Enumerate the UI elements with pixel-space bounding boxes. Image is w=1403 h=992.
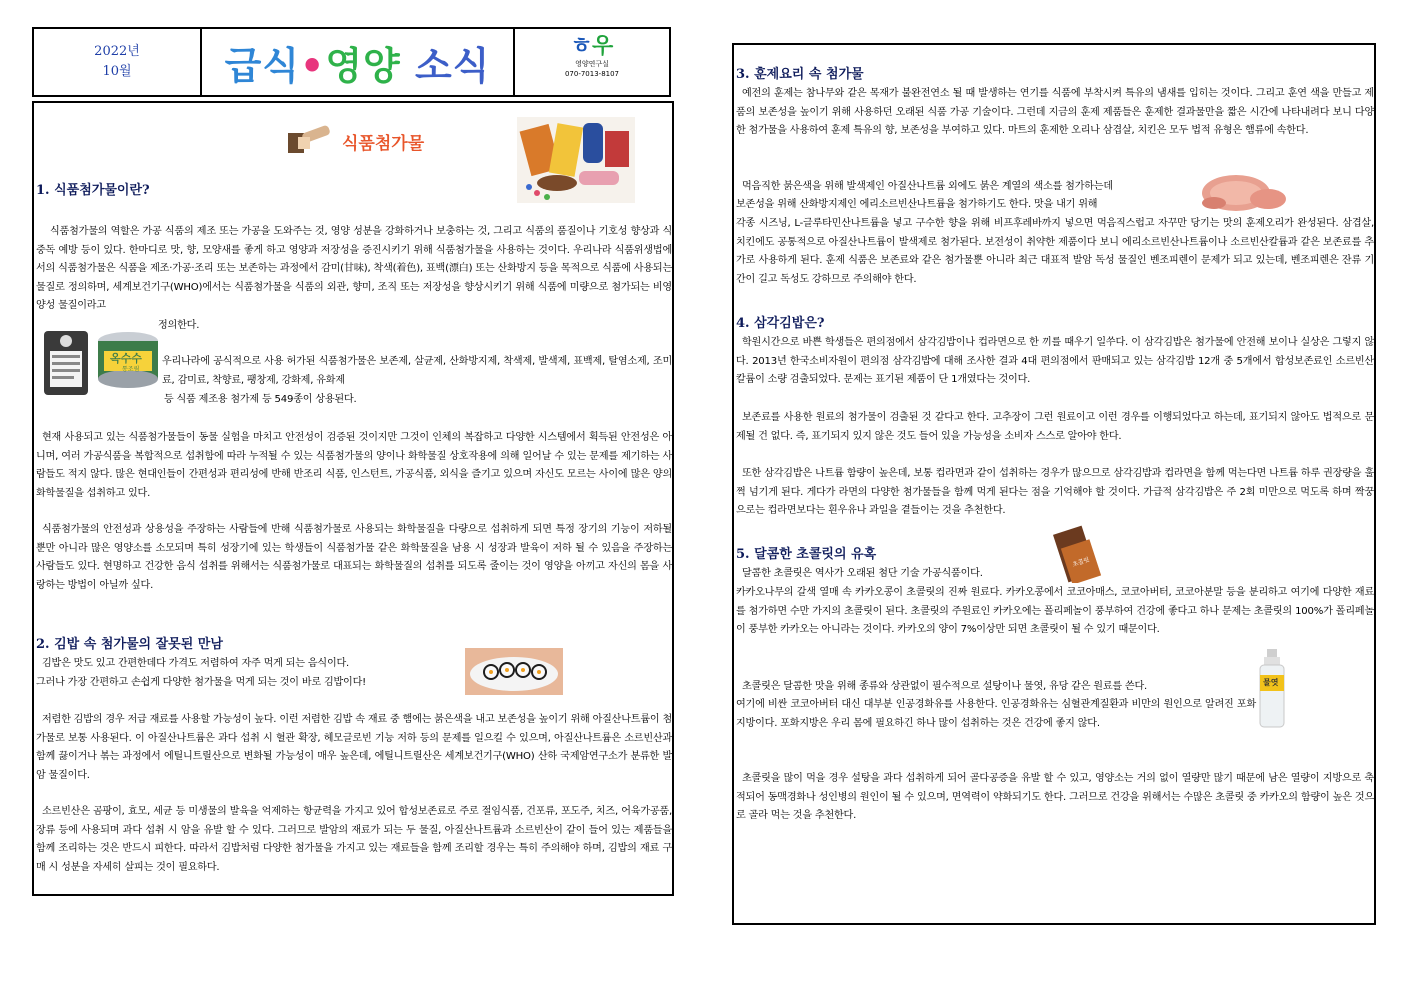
can-sublabel: 통조림 bbox=[122, 366, 140, 373]
main-title: 식품첨가물 bbox=[342, 134, 425, 154]
title-part-3: 소식 bbox=[414, 43, 491, 88]
section-3-paragraph-1: 예전의 훈제는 참나무와 같은 목재가 불완전연소 될 때 발생하는 연기를 식품에 부착시켜 특유의 냄새를 입히는 것이다. 그리고 훈연 색을 만들고 제품의 보존성을 높이기 위해 사용하던 오래된 식품 가공 기술이다. 그런데 지금의 훈제 제품들은 훈제한 결과물만을 짧은 시간에 나타내려다 보니 다양한 첨가물을 사용하여 훈제 특유의 향, 보존성을 부여하고 있다. 마트의 훈제한 오리나 삼겹살, 치킨은 모두 법적 유형은 햄류에 속한다. bbox=[736, 88, 1374, 137]
section-3-heading: 3. 훈제요리 속 첨가물 bbox=[736, 67, 864, 82]
header-title-box bbox=[200, 27, 515, 97]
snacks-image bbox=[517, 117, 635, 203]
section-1-heading: 1. 식품첨가물이란? bbox=[36, 183, 150, 198]
section-1-paragraph-2: 우리나라에 공식적으로 사용 허가된 식품첨가물은 보존제, 살균제, 산화방지제, 착색제, 발색제, 표백제, 탈염소제, 조미료, 감미료, 착향료, 팽창제, 강화제, 유화제 bbox=[162, 356, 672, 386]
can-label: 옥수수 bbox=[110, 352, 142, 365]
seasoning-bag-image bbox=[38, 329, 94, 397]
section-4-paragraph-1: 학원시간으로 바쁜 학생들은 편의점에서 삼각김밥이나 컵라면으로 한 끼를 때우기 일쑤다. 이 삼각김밥은 첨가물에 안전해 보이나 실상은 그렇지 않다. 2013년 한국소비자원이 편의점 삼각김밥에 대해 조사한 결과 4대 편의점에서 판매되고 있는 삼각김밥 12개 중 5개에서 합성보존료인 소르빈산칼륨이 소량 검출되었다. 문제는 표기된 제품이 단 1개였다는 것이다. bbox=[736, 337, 1374, 386]
lab-name: 영양연구실 bbox=[575, 60, 609, 68]
section-5-heading: 5. 달콤한 초콜릿의 유혹 bbox=[736, 547, 877, 562]
chocolate-label: 초콜릿 bbox=[1071, 556, 1091, 569]
section-1-paragraph-4: 식품첨가물의 안전성과 상용성을 주장하는 사람들에 반해 식품첨가물로 사용되는 화학물질을 다량으로 섭취하게 되면 특정 장기의 기능이 저하될 뿐만 아니라 많은 영양소를 소모되며 특히 성장기에 있는 학생들이 식품첨가물 같은 화학물질을 남용 시 성장과 발육이 저하 될 수 있음을 주장하는 사람들도 있다. 현명하고 건강한 음식 섭취를 위해서는 식품첨가물로 대표되는 화학물질의 섭취를 되도록 줄이는 것이 영양을 아끼고 자신의 몸을 사랑하는 방법이 아닐까 싶다. bbox=[36, 524, 672, 591]
section-3-paragraph-2b: 보존성을 위해 산화방지제인 에리소르빈산나트륨을 첨가하기도 한다. 맛을 내기 위해 bbox=[736, 199, 1098, 210]
lab-logo: ㅎ우 bbox=[570, 34, 614, 59]
section-5-paragraph-3: 초콜릿을 많이 먹을 경우 설탕을 과다 섭취하게 되어 골다공증을 유발 할 수 있고, 영양소는 거의 없이 열량만 많기 때문에 남은 열량이 지방으로 축적되어 동맥경화나 성인병의 원인이 될 수 있으며, 면역력이 약화되기도 한다. 그러므로 건강을 위해서는 수많은 초콜릿 중 카카오의 함량이 높은 것으로 골라 먹는 것을 추천한다. bbox=[736, 773, 1374, 822]
header-year: 2022년 bbox=[94, 44, 140, 59]
smoked-meat-image bbox=[1196, 163, 1296, 215]
header-logo-box bbox=[513, 27, 671, 97]
title-dot: • bbox=[300, 43, 326, 88]
lab-phone: 070-7013-8107 bbox=[564, 70, 620, 78]
section-5-paragraph-2b: 여기에 비싼 코코아버터 대신 대부분 인공경화유를 사용한다. 인공경화유는 심혈관계질환과 비만의 원인으로 알려진 포화지방이다. 포화지방은 우리 몸에 필요하긴 하나 많이 섭취하는 것은 건강에 좋지 않다. bbox=[736, 699, 1256, 729]
bottle-label: 물엿 bbox=[1263, 678, 1279, 687]
syrup-bottle-image bbox=[1256, 649, 1288, 729]
right-column bbox=[732, 43, 1376, 925]
section-2-heading: 2. 김밥 속 첨가물의 잘못된 만남 bbox=[36, 637, 223, 652]
title-part-1: 급식 bbox=[224, 43, 301, 88]
newsletter-title bbox=[225, 35, 491, 90]
pointing-hand-icon bbox=[286, 121, 334, 155]
section-1-paragraph-2-end: 등 식품 제조용 첨가제 등 549종이 상용된다. bbox=[164, 394, 357, 405]
section-3-paragraph-2a: 먹음직한 붉은색을 위해 발색제인 아질산나트륨 외에도 붉은 계열의 색소를 첨가하는데 bbox=[742, 181, 1113, 192]
section-1-paragraph-3: 현재 사용되고 있는 식품첨가물들이 동물 실험을 마치고 안전성이 검증된 것이지만 그것이 인체의 복잡하고 다양한 시스템에서 획득된 안전성은 아니며, 여러 가공식품을 복합적으로 섭취함에 따라 누적될 수 있는 식품첨가물의 양이나 화학물질 상호작용에 의해 일어날 수 있는 문제를 제기하는 사람들도 적지 않다. 많은 현대인들이 간편성과 편리성에 반해 반조리 식품, 인스턴트, 가공식품, 외식을 즐기고 있으며 자신도 모르는 사이에 많은 양의 화학물질을 섭취하고 있다. bbox=[36, 432, 672, 499]
section-5-paragraph-2a: 초콜릿은 달콤한 맛을 위해 종류와 상관없이 필수적으로 설탕이나 물엿, 유당 같은 원료를 쓴다. bbox=[742, 681, 1148, 692]
section-1-paragraph-1-end: 정의한다. bbox=[158, 320, 200, 331]
left-column bbox=[32, 101, 674, 896]
corn-can-image bbox=[96, 331, 160, 389]
section-3-paragraph-2c: 각종 시즈닝, L-글루타민산나트륨을 넣고 구수한 향을 위해 비프후레바까지 넣으면 먹음직스럽고 자꾸만 당기는 맛의 훈제오리가 완성된다. 삼겹살, 치킨에도 공통적으로 아질산나트륨이 발색제로 첨가된다. 보전성이 취약한 제품이다 보니 에리소르빈산나트륨이나 소르빈산칼륨과 같은 보존료를 추가로 사용하게 된다. 훈제 식품은 보존료와 같은 첨가물뿐 아니라 최근 대표적 발암 독성 물질인 벤조피렌이 문제가 되고 있는데, 벤조피렌은 잔류 기간이 길고 독성도 강하므로 주의해야 한다. bbox=[736, 218, 1374, 285]
header-month: 10월 bbox=[102, 64, 132, 79]
gimbap-image bbox=[465, 648, 563, 695]
section-2-paragraph-3: 소르빈산은 곰팡이, 효모, 세균 등 미생물의 발육을 억제하는 항균력을 가지고 있어 합성보존료로 주로 절임식품, 건포류, 포도주, 치즈, 어육가공품, 장류 등에 사용되며 과다 섭취 시 암을 유발 할 수 있다. 그러므로 발암의 재료가 되는 두 물질, 아질산나트륨과 소르빈산이 같이 들어 있는 제품들을 함께 조리하는 것은 반드시 피한다. 따라서 김밥처럼 다양한 첨가물을 가지고 있는 재료들을 함께 조리할 경우는 특히 주의해야 하며, 김밥의 재료 구매 시 성분을 자세히 살피는 것이 필요하다. bbox=[36, 806, 672, 873]
section-5-paragraph-1b: 카카오나무의 갈색 열매 속 카카오콩이 초콜릿의 진짜 원료다. 카카오콩에서 코코아매스, 코코아버터, 코코아분말 등을 분리하고 여기에 다양한 재료를 첨가하면 수만 가지의 초콜릿이 된다. 초콜릿의 주원료인 카카오에는 폴리페놀이 풍부하여 건강에 좋다고 하나 문제는 초콜릿의 100%가 폴리페놀이 풍부한 카카오는 아니라는 것이다. 카카오의 양이 7%이상만 되면 초콜릿이 될 수 있기 때문이다. bbox=[736, 587, 1374, 636]
section-2-paragraph-1b: 그러나 가장 간편하고 손쉽게 다양한 첨가물을 먹게 되는 것이 바로 김밥이다! bbox=[36, 677, 366, 688]
section-4-paragraph-3: 또한 삼각김밥은 나트륨 함량이 높은데, 보통 컵라면과 같이 섭취하는 경우가 많으므로 삼각김밥과 컵라면을 함께 먹는다면 나트륨 하루 권장량을 훌쩍 넘기게 된다. 게다가 라면의 다양한 첨가물들을 함께 먹게 된다는 점을 기억해야 할 것이다. 가급적 삼각김밥은 주 2회 미만으로 먹도록 하며 짝꿍으로는 컵라면보다는 흰우유나 과일을 곁들이는 것을 추천한다. bbox=[736, 468, 1374, 517]
section-4-heading: 4. 삼각김밥은? bbox=[736, 316, 825, 331]
section-1-paragraph-1: 식품첨가물의 역할은 가공 식품의 제조 또는 가공을 도와주는 것, 영양 성분을 강화하거나 보충하는 것, 그리고 식품의 품질이나 기호성 향상과 식중독 예방 등이 있다. 한마디로 맛, 향, 모양새를 좋게 하고 영양과 저장성을 증진시키기 위해 식품첨가물을 사용하는 것이다. 우리나라 식품위생법에서의 식품첨가물은 식품을 제조·가공·조리 또는 보존하는 과정에서 감미(甘味), 착색(着色), 표백(漂白) 또는 산화방지 등을 목적으로 식품에 사용되는 물질로 정의하며, 세계보건기구(WHO)에서는 식품첨가물을 식품의 외관, 향미, 조직 또는 저장성을 향상시키기 위해 식품에 미량으로 첨가되는 비영양성 물질이라고 bbox=[36, 226, 672, 312]
section-2-paragraph-2: 저렴한 김밥의 경우 저급 재료를 사용할 가능성이 높다. 이런 저렴한 김밥 속 재료 중 햄에는 붉은색을 내고 보존성을 높이기 위해 아질산나트륨이 첨가물로 보통 사용된다. 이 아질산나트륨은 과다 섭취 시 혈관 확장, 헤모글로빈 기능 저하 등의 문제를 일으킬 수 있으며, 아질산나트륨은 소르빈산과 함께 끓이거나 볶는 과정에서 에틸니트릴산으로 변화될 가능성이 매우 높은데, 에틸니트릴산은 세계보건기구(WHO) 산하 국제암연구소가 분류한 발암 물질이다. bbox=[36, 714, 672, 781]
section-5-paragraph-1a: 달콤한 초콜릿은 역사가 오래된 첨단 기술 가공식품이다. bbox=[742, 568, 983, 579]
section-2-paragraph-1a: 김밥은 맛도 있고 간편한데다 가격도 저렴하여 자주 먹게 되는 음식이다. bbox=[42, 658, 350, 669]
section-4-paragraph-2: 보존료를 사용한 원료의 첨가물이 검출된 것 같다고 한다. 고추장이 그런 원료이고 이런 경우를 이행되었다고 하는데, 표기되지 않아도 법적으로 문제될 건 없다. 즉, 표기되지 있지 않은 것도 들어 있을 가능성을 소비자 스스로 알아야 한다. bbox=[736, 412, 1374, 442]
title-part-2: 영양 bbox=[325, 43, 401, 88]
header-date-box bbox=[32, 27, 202, 97]
